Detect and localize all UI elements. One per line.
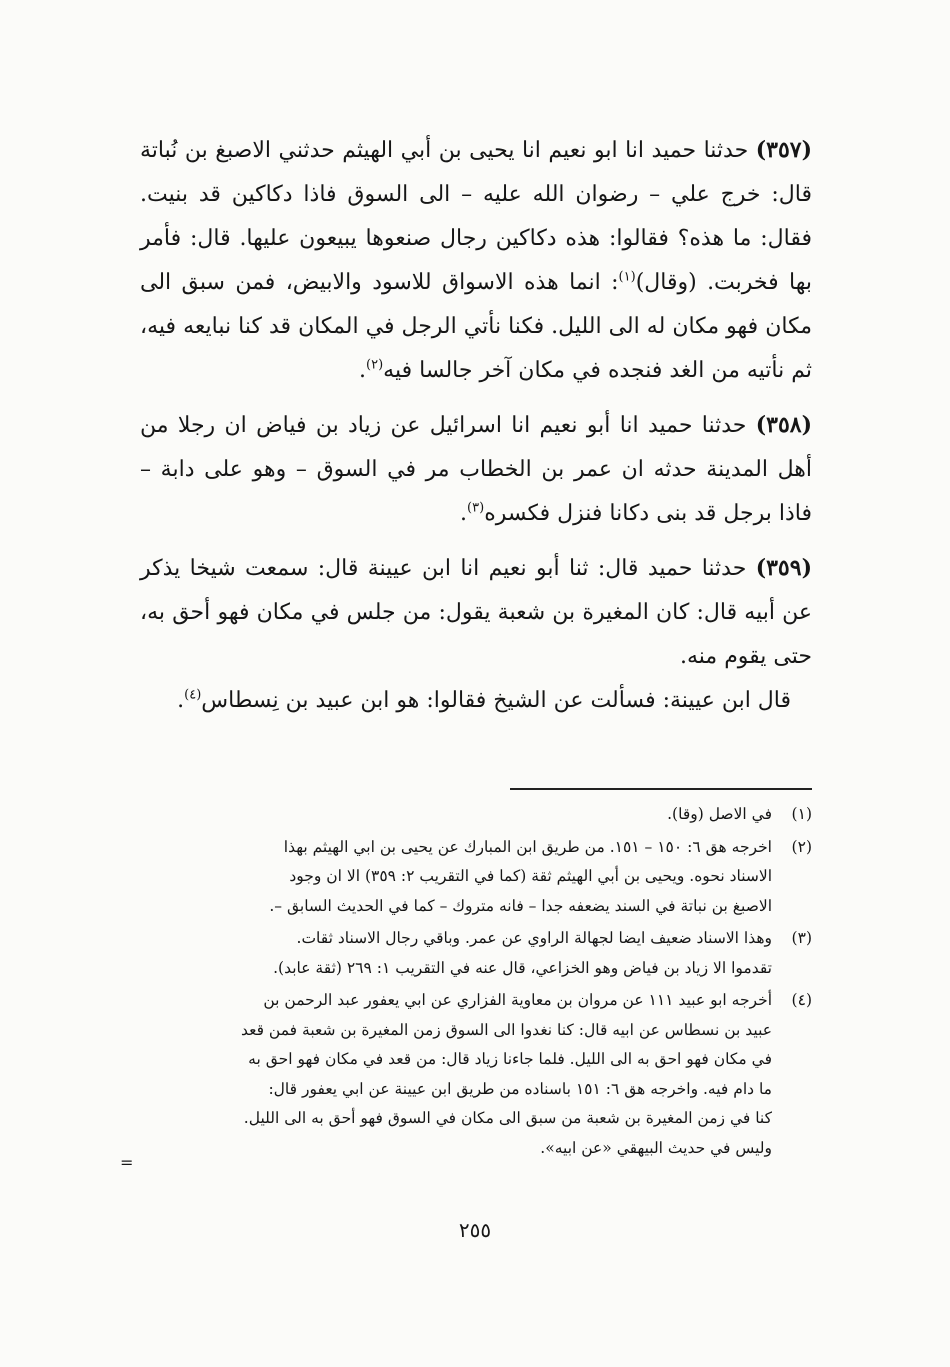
text-line: الاسواق للاسود والابيض، فمن سبق الى مكان فهو مكان له الى الليل. — [140, 270, 813, 339]
footnote-line: كنا في زمن المغيرة بن شعبة من سبق الى مكان في السوق فهو أحق به الى الليل. — [243, 1109, 772, 1127]
footnote-line: عبيد بن نسطاس عن ابيه قال: كنا نغدوا الى السوق زمن المغيرة بن شعبة فمن قعد — [240, 1020, 772, 1039]
footnotes — [140, 800, 812, 1166]
text-line: على دابة – فاذا برجل قد بنى دكانا فنزل فكسره — [140, 457, 812, 526]
footnote-line: الاسناد نحوه. ويحيى بن أبي الهيثم ثقة (كما في التقريب ٢: ٣٥٩) الا ان وجود — [289, 867, 772, 885]
paragraph-ibn-uyayna: قال ابن عيينة: فسألت عن الشيخ فقالوا: هو ابن عبيد بن نِسطاس$^{(٤)}$. — [177, 687, 792, 713]
footnote-ref[interactable]: (٣) — [467, 500, 485, 516]
footnote-ref[interactable]: (٤) — [184, 687, 202, 703]
text-line: رجلا من أهل المدينة حدثه ان عمر بن الخطاب مر في السوق – وهو — [140, 413, 812, 482]
footnote-ref[interactable]: (٢) — [366, 357, 384, 373]
text-line: يذكر عن أبيه قال: كان المغيرة بن شعبة يقول: من جلس في مكان فهو — [140, 556, 813, 625]
text-line: حدثنا حميد قال: ثنا أبو نعيم انا ابن عيينة قال: سمعت شيخا — [189, 556, 747, 581]
footnote-line: في الاصل (وقا). — [667, 805, 772, 823]
footnote-key: (٣) — [791, 929, 812, 947]
footnote-key: (٢) — [791, 837, 812, 856]
footnote-1 — [140, 800, 812, 830]
text-line: نِسطاس — [201, 688, 279, 713]
footnote-key: (١) — [791, 805, 812, 823]
text-line: حدثنا حميد انا أبو نعيم انا اسرائيل عن زياد بن فياض ان — [224, 413, 747, 438]
text-line: : انما هذه — [524, 270, 619, 295]
footnote-line: الاصبغ بن نباتة في السند يضعفه جدا – فانه متروك – كما في الحديث السابق –. — [269, 896, 772, 915]
footnote-2 — [140, 833, 812, 922]
text-line: صنعوها يبيعون عليها. قال: فأمر بها فخربت. (وقال) — [140, 226, 812, 295]
main-text — [140, 128, 812, 723]
paragraph-359 — [140, 546, 812, 679]
footnote-line: وهذا الاسناد ضعيف ايضا لجهالة الراوي عن عمر. وباقي رجال الاسناد ثقات. — [296, 929, 772, 947]
footnote-line: تقدموا الا زياد بن فياض وهو الخزاعي، قال عنه في التقريب ١: ٢٦٩ (ثقة عابد). — [273, 958, 772, 977]
footnote-ref[interactable]: (١) — [618, 269, 636, 285]
footnote-text — [140, 800, 772, 830]
footnote-separator — [510, 788, 812, 790]
text-line: حدثنا حميد انا ابو نعيم انا يحيى بن أبي الهيثم حدثني — [278, 138, 749, 163]
footnote-3 — [140, 924, 812, 983]
footnote-key: (٤) — [791, 991, 812, 1009]
text-line: فكنا نأتي الرجل في المكان قد كنا نبايعه فيه، ثم نأتيه من الغد فنجده — [140, 314, 812, 383]
footnote-line: في مكان فهو احق به الى الليل. فلما جاءنا زياد قال: من قعد في مكان فهو احق به — [248, 1050, 772, 1068]
footnote-line: ما دام فيه. واخرجه هق ٦: ١٥١ باسناده من طريق ابن عيينة عن ابي يعفور قال: — [268, 1079, 772, 1098]
text-line: الاصبغ بن نُباتة قال: خرج علي – رضوان الله عليه – الى السوق — [140, 138, 812, 207]
hadith-number: (٣٥٧) — [755, 137, 813, 163]
page-number: ٢٥٥ — [458, 1218, 492, 1242]
footnote-line: وليس في حديث البيهقي «عن ابيه». — [540, 1138, 772, 1157]
continuation-mark: = — [120, 1153, 134, 1172]
footnote-text — [140, 924, 772, 983]
text-line: أحق به، حتى يقوم منه. — [140, 600, 812, 669]
footnote-text — [140, 833, 772, 922]
footnote-line: أخرجه ابو عبيد ١١١ عن مروان بن معاوية الفزاري عن ابي يعفور عبد الرحمن بن — [263, 991, 772, 1009]
text-line: قال ابن عيينة: فسألت عن الشيخ فقالوا: هو ابن عبيد بن — [285, 688, 792, 713]
hadith-number: (٣٥٨) — [755, 412, 812, 438]
text-line: فاذا دكاكين قد بنيت. فقال: ما هذه؟ فقالوا: هذه دكاكين رجال — [140, 182, 812, 251]
footnote-line: اخرجه هق ٦: ١٥٠ – ١٥١. من طريق ابن المبارك عن يحيى بن ابي الهيثم بهذا — [283, 837, 772, 856]
paragraph-358: (٣٥٨) حدثنا حميد انا أبو نعيم انا اسرائيل عن زياد بن فياض ان رجلا من أهل المدينة حدثه ان عمر بن الخطاب مر في السوق – وهو على دابة – فاذا برجل قد بنى دكانا فنزل فكسره$^{(٣)}$. — [140, 412, 812, 526]
paragraph-357: (٣٥٧) حدثنا حميد انا ابو نعيم انا يحيى بن أبي الهيثم حدثني الاصبغ بن نُباتة قال: خرج علي – رضوان الله عليه – الى السوق فاذا دكاكين قد بنيت. فقال: ما هذه؟ فقالوا: هذه دكاكين رجال صنعوها يبيعون عليها. قال: فأمر بها فخربت. (وقال)$^{(١)}$: انما هذه الاسواق للاسود والابيض، فمن سبق الى مكان فهو مكان له الى الليل. فكنا نأتي الرجل في المكان قد كنا نبايعه فيه، ثم نأتيه من الغد فنجده في مكان آخر جالسا فيه$^{(٢)}$. — [140, 137, 813, 383]
hadith-number: (٣٥٩) — [755, 555, 812, 581]
text-line: في مكان آخر جالسا فيه — [383, 358, 601, 383]
footnote-4 — [140, 986, 812, 1163]
footnote-text — [140, 986, 772, 1163]
